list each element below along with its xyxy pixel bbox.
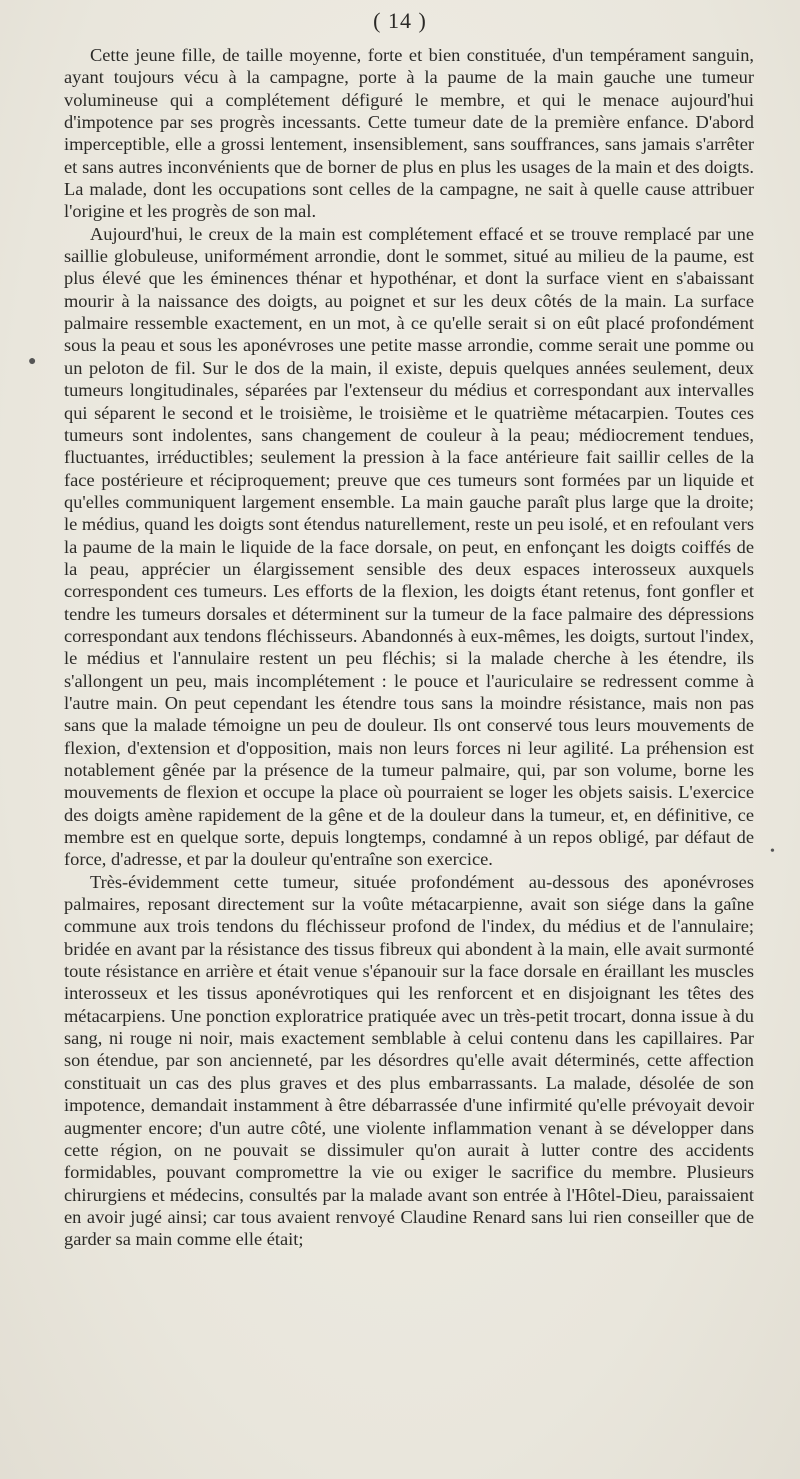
- paragraph: Très-évidemment cette tumeur, située profondément au-dessous des aponévroses palmaires, reposant directement sur la voûte métacarpienne, avait son siége dans la gaîne commune aux trois tendons du fléchisseur profond de l'index, du médius et de l'annulaire; bridée en avant par la résistance des tissus fibreux qui abondent à la main, elle avait surmonté toute résistance en arrière et était venue s'épanouir sur la face dorsale en éraillant les muscles interosseux et les tissus aponévrotiques qui les renforcent et en disjoignant les têtes des métacarpiens. Une ponction exploratrice pratiquée avec un très-petit trocart, donna issue à du sang, ni rouge ni noir, mais exactement semblable à celui contenu dans les capillaires. Par son étendue, par son ancienneté, par les désordres qu'elle avait déterminés, cette affection constituait un cas des plus graves et des plus embarrassants. La malade, désolée de son impotence, demandait instamment à être débarrassée d'une infirmité qu'elle prévoyait devoir augmenter encore; d'un autre côté, une violente inflammation venant à se développer dans cette région, on ne pouvait se dissimuler qu'on aurait à lutter contre des accidents formidables, pouvant compromettre la vie ou exiger le sacrifice du membre. Plusieurs chirurgiens et médecins, consultés par la malade avant son entrée à l'Hôtel-Dieu, paraissaient en avoir jugé ainsi; car tous avaient renvoyé Claudine Renard sans lui rien conseiller que de garder sa main comme elle était;: [64, 871, 754, 1250]
- margin-dot-mark: ●: [28, 354, 37, 369]
- text-body: [64, 44, 754, 1251]
- paragraph: Cette jeune fille, de taille moyenne, forte et bien constituée, d'un tempérament sanguin, ayant toujours vécu à la campagne, porte à la paume de la main gauche une tumeur volumineuse qui a complétement défiguré le membre, et qui le menace aujourd'hui d'impotence par ses progrès incessants. Cette tumeur date de la première enfance. D'abord imperceptible, elle a grossi lentement, insensiblement, sans souffrances, sans jamais s'arrêter et sans autres inconvénients que de borner de plus en plus les usages de la main et des doigts. La malade, dont les occupations sont celles de la campagne, ne sait à quelle cause attribuer l'origine et les progrès de son mal.: [64, 45, 754, 222]
- page-number: ( 14 ): [373, 8, 427, 33]
- paragraph: Aujourd'hui, le creux de la main est complétement effacé et se trouve remplacé par une saillie globuleuse, uniformément arrondie, dont le sommet, situé au milieu de la paume, est plus élevé que les éminences thénar et hypothénar, et dont la surface vient en s'abaissant mourir à la naissance des doigts, au poignet et sur les deux côtés de la main. La surface palmaire ressemble exactement, en un mot, à ce qu'elle serait si on eût placé profondément sous la peau et sous les aponévroses une petite masse arrondie, comme serait une pomme ou un peloton de fil. Sur le dos de la main, il existe, depuis quelques années seulement, deux tumeurs longitudinales, séparées par l'extenseur du médius et correspondant aux intervalles qui séparent le second et le troisième, le troisième et le quatrième métacarpien. Toutes ces tumeurs sont indolentes, sans changement de couleur à la peau; médiocrement tendues, fluctuantes, irréductibles; seulement la pression à la face antérieure fait saillir celles de la face postérieure et réciproquement; preuve que ces tumeurs sont formées par un liquide et qu'elles communiquent largement ensemble. La main gauche paraît plus large que la droite; le médius, quand les doigts sont étendus naturellement, reste un peu isolé, et en refoulant vers la paume de la main le liquide de la face dorsale, on peut, en enfonçant les doigts coiffés de la peau, apprécier un élargissement sensible des deux espaces interosseux auxquels correspondent ces tumeurs. Les efforts de la flexion, les doigts étant retenus, font gonfler et tendre les tumeurs dorsales et déterminent sur la tumeur de la face palmaire des dépressions correspondant aux tendons fléchisseurs. Abandonnés à eux-mêmes, les doigts, surtout l'index, le médius et l'annulaire restent un peu fléchis; si la malade cherche à les étendre, ils s'allongent un peu, mais incomplétement : le pouce et l'auriculaire se redressent comme à l'autre main. On peut cependant les étendre tous sans la moindre résistance, mais non pas sans que la malade témoigne un peu de douleur. Ils ont conservé tous leurs mouvements de flexion, d'extension et d'opposition, mais non leurs forces ni leur agilité. La préhension est notablement gênée par la présence de la tumeur palmaire, qui, par son volume, borne les mouvements de flexion et occupe la place où pourraient se loger les objets saisis. L'exercice des doigts amène rapidement de la gêne et de la douleur dans la tumeur, et, en définitive, ce membre est en quelque sorte, depuis longtemps, condamné à un repos obligé, par défaut de force, d'adresse, et par la douleur qu'entraîne son exercice.: [64, 223, 754, 870]
- margin-dot-mark: •: [770, 844, 775, 859]
